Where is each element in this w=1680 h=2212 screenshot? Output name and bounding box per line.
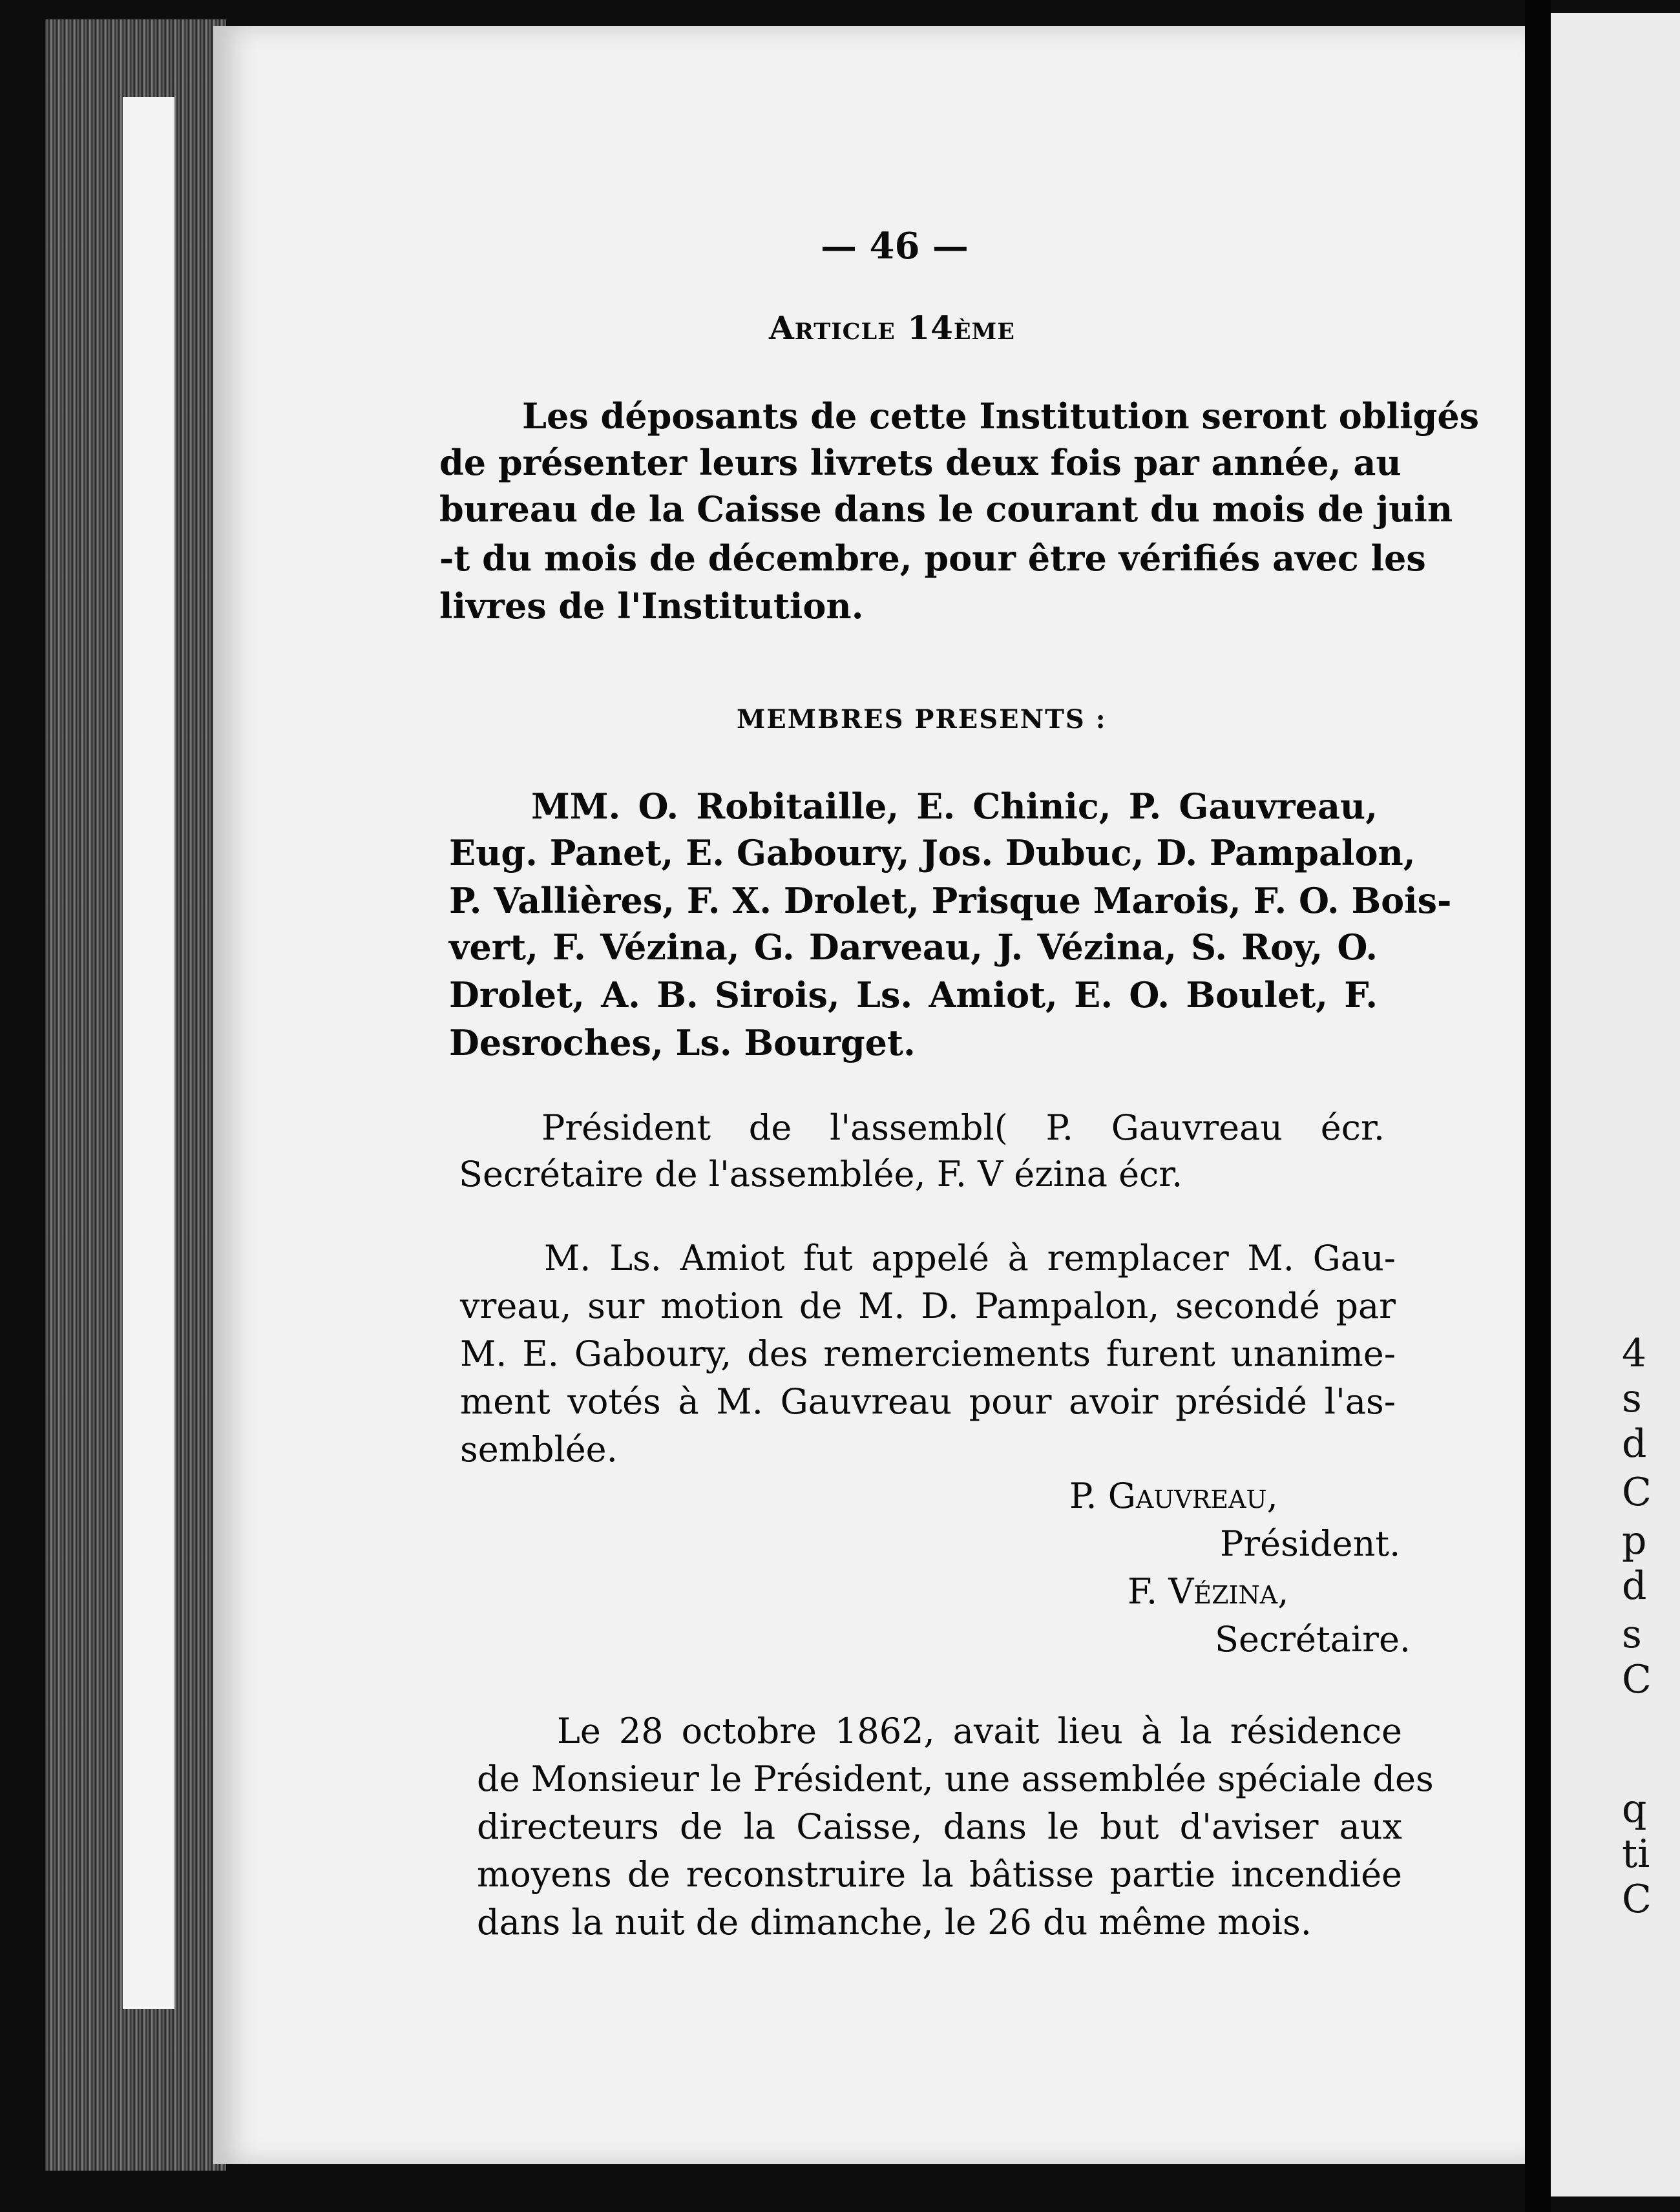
article-line: Les déposants de cette Institution seront obligés — [522, 395, 1480, 437]
members-line: P. Vallières, F. X. Drolet, Prisque Marois, F. O. Bois- — [449, 880, 1452, 921]
motion-line: M. E. Gaboury, des remerciements furent unanime- — [460, 1333, 1396, 1374]
motion-line: M. Ls. Amiot fut appelé à remplacer M. Gau- — [544, 1238, 1396, 1278]
facing-page-fragment: q — [1622, 1786, 1647, 1831]
final-line: moyens de reconstruire la bâtisse partie incendiée — [477, 1854, 1402, 1895]
article-line: bureau de la Caisse dans le courant du mois de juin — [439, 488, 1453, 530]
officers-line: Secrétaire de l'assemblée, F. V ézina écr. — [459, 1154, 1183, 1195]
article-line: -t du mois de décembre, pour être vérifiés avec les — [439, 537, 1426, 579]
president-title: Président. — [1220, 1523, 1401, 1564]
secretary-signature: F. Vézina, — [1128, 1571, 1289, 1612]
members-line: Drolet, A. B. Sirois, Ls. Amiot, E. O. Boulet, F. — [449, 974, 1378, 1016]
page-number: — 46 — — [821, 225, 969, 267]
facing-page-fragment: C — [1622, 1657, 1652, 1702]
officers-line: Président de l'assembl( P. Gauvreau écr. — [541, 1107, 1385, 1148]
secretary-title: Secrétaire. — [1215, 1619, 1411, 1660]
members-heading: MEMBRES PRESENTS : — [737, 704, 1107, 735]
motion-line: ment votés à M. Gauvreau pour avoir présidé l'as- — [460, 1381, 1396, 1422]
members-line: vert, F. Vézina, G. Darveau, J. Vézina, S. Roy, O. — [449, 926, 1378, 968]
article-line: livres de l'Institution. — [439, 585, 864, 627]
president-signature: P. Gauvreau, — [1069, 1476, 1278, 1516]
members-line: Eug. Panet, E. Gaboury, Jos. Dubuc, D. Pampalon, — [449, 832, 1416, 873]
facing-page-fragment: p — [1622, 1518, 1647, 1563]
final-line: de Monsieur le Président, une assemblée spéciale des — [477, 1758, 1434, 1799]
facing-page-fragment: ti — [1622, 1831, 1650, 1877]
final-line: Le 28 octobre 1862, avait lieu à la résidence — [557, 1711, 1402, 1751]
facing-page-fragment: d — [1622, 1563, 1647, 1609]
article-heading: Article 14ème — [769, 309, 1015, 347]
facing-page-fragment: s — [1622, 1612, 1642, 1657]
members-line: Desroches, Ls. Bourget. — [449, 1022, 916, 1063]
motion-line: semblée. — [460, 1429, 618, 1470]
facing-page-fragment: C — [1622, 1470, 1652, 1515]
facing-page-fragment: 4 — [1622, 1331, 1647, 1376]
facing-page-fragment: s — [1622, 1376, 1642, 1421]
final-line: directeurs de la Caisse, dans le but d'aviser aux — [477, 1806, 1402, 1847]
members-line: MM. O. Robitaille, E. Chinic, P. Gauvreau, — [531, 786, 1378, 827]
final-line: dans la nuit de dimanche, le 26 du même mois. — [477, 1902, 1312, 1943]
article-line: de présenter leurs livrets deux fois par année, au — [439, 442, 1402, 483]
facing-page-fragment: C — [1622, 1877, 1652, 1922]
facing-page-fragment: d — [1622, 1421, 1647, 1466]
motion-line: vreau, sur motion de M. D. Pampalon, secondé par — [460, 1286, 1396, 1326]
